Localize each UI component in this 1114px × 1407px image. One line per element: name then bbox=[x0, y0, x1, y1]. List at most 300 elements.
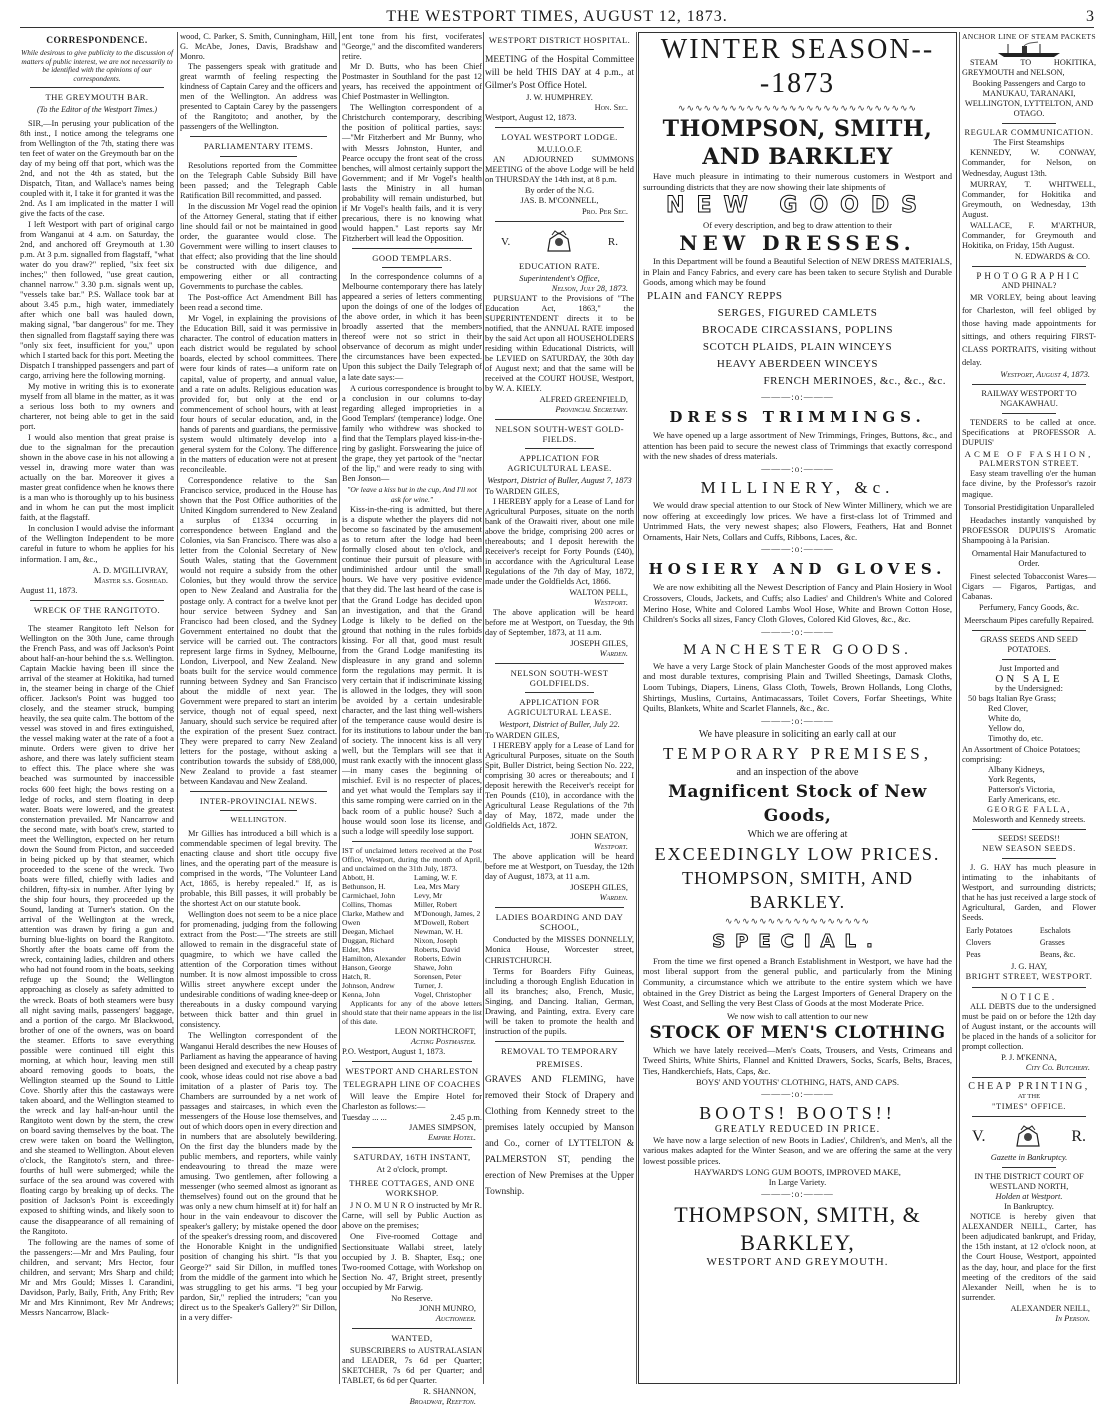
divider bbox=[972, 829, 1086, 830]
ad-text: TENDERS to be called at once. Specifications at PROFESSOR A. DUPUIS' bbox=[962, 418, 1096, 448]
notice-title: WESTPORT DISTRICT HOSPITAL. bbox=[488, 35, 631, 45]
ad-signature: GEORGE FALLA, bbox=[986, 804, 1071, 814]
fabric-item: BROCADE CIRCASSIANS, POPLINS bbox=[702, 324, 893, 337]
ad-subtitle: AND PHINAL? bbox=[1001, 280, 1057, 290]
letter-signature-role: Master s.s. Goshead. bbox=[94, 575, 168, 585]
notice-place: Westport, District of Buller, August 7, 1873 bbox=[487, 476, 632, 486]
ad-text: Headaches instantly vanquished by PROFESSOR DUPUIS'S Aromatic Shampooing à la Parisian. bbox=[962, 515, 1096, 545]
wanted-text: SUBSCRIBERS to AUSTRALASIAN and LEADER, 7s 6d per Quarter; SKETCHER, 7s 6d per Quarter; and TABLET, 6s 6d per Quarter. bbox=[342, 1345, 482, 1386]
ornament: ∿∿∿∿∿∿∿∿∿∿∿∿∿∿∿∿∿∿∿∿∿∿∿∿∿∿∿∿ bbox=[677, 103, 918, 113]
notice-title: NELSON SOUTH-WEST GOLD-FIELDS. bbox=[495, 424, 624, 445]
auction-text: J N O. M U N R O instructed by Mr R. Carne, will sell by Public Auction as above on the premises; bbox=[342, 1201, 482, 1231]
ornament: ———:o:——— bbox=[761, 1188, 834, 1199]
section-heading: BOOTS! BOOTS!! bbox=[699, 1102, 896, 1123]
ornament: ———:o:——— bbox=[761, 1088, 834, 1099]
ad-paragraph: We have now a large selection of new Boots in Ladies', Children's, and Men's, all the various makes adapted for the Winter Season, and we are offering the same at the very lowest possible prices. bbox=[643, 1134, 952, 1166]
quoted-verse: "Or leave a kiss but in the cup, And I'll not ask for wine." bbox=[347, 485, 477, 505]
divider bbox=[60, 619, 134, 620]
unclaimed-letter-name: Carmichael, John bbox=[342, 890, 396, 900]
letter-address: (To the Editor of the Westport Times.) bbox=[36, 105, 158, 115]
unclaimed-letter-name: Levy, Mr bbox=[414, 890, 443, 900]
warden-role: Warden. bbox=[599, 649, 628, 659]
postmaster-signature: LEON NORTHCROFT, bbox=[394, 1026, 476, 1036]
ad-title: GRASS SEEDS AND SEED POTATOES. bbox=[980, 635, 1078, 655]
warden-role: Warden. bbox=[599, 893, 628, 903]
notice-place: Nelson, July 28, 1873. bbox=[551, 283, 628, 293]
seed-item: White do, bbox=[988, 714, 1022, 724]
auction-items: One Five-roomed Cottage and Sectionsituate Wallabi street, lately occupied by J. B. Shapter, Esq.; one Two-roomed Cottage, with Workshop on Section No. 47, Bright street, presently occupied by Mr Farwig. bbox=[342, 1232, 482, 1292]
unclaimed-letter-name: Hatch, R. bbox=[342, 971, 371, 981]
unclaimed-letter-name: Roberts, David bbox=[414, 944, 460, 954]
ad-line: BOYS' AND YOUTHS' CLOTHING, HATS, AND CAPS. bbox=[695, 1076, 900, 1087]
section-heading: NEW DRESSES. bbox=[679, 231, 916, 256]
auctioneer-signature: JONH MUNRO, bbox=[419, 1303, 476, 1313]
notice-subtitle: M.U.I.O.O.F. bbox=[537, 145, 582, 155]
divider bbox=[495, 221, 624, 222]
notice-title: NELSON SOUTH-WEST GOLDFIELDS. bbox=[510, 668, 609, 689]
auction-item: THREE COTTAGES, AND ONE WORKSHOP. bbox=[349, 1178, 475, 1199]
notice-text: NOTICE is hereby given that ALEXANDER NEILL, Carter, has been adjudicated bankrupt, and Friday, the 15th instant, at 12 o'clock noon, at the Court House, Westport, appointed as the day, hour, and place for the first meeting of the creditors of the said Alexander Neill, when he is to surrender. bbox=[962, 1212, 1096, 1302]
notice-title: NOTICE. bbox=[1000, 991, 1058, 1002]
article-paragraph: wood, C. Parker, S. Smith, Cunningham, Hill, G. McAbe, Jones, Davis, Bradshaw and Monro. bbox=[180, 32, 337, 62]
seed-table bbox=[962, 924, 1096, 962]
unclaimed-letter-name: Lea, Mrs Mary bbox=[414, 881, 460, 891]
article-paragraph: The following are the names of some of the passengers:—Mr and Mrs Pauling, four children, and servant; Mrs Hector, four children, and servant; Mrs Sharp and child; Mr and Mrs Gould; Misses I. Carandini, Davidson, Parly, Baily, Frith, Any Frith; Rev Mr and Mrs Kinnimont, Rev Mr Andrews; Messrs Nancarrow, Black- bbox=[20, 1237, 174, 1317]
ad-address: Molesworth and Kennedy streets. bbox=[972, 814, 1086, 824]
firm-name: THOMPSON, SMITH, AND BARKLEY. bbox=[681, 867, 914, 912]
unclaimed-letter-name: Vogel, Christopher bbox=[414, 989, 472, 999]
unclaimed-letter-name: Hamilton, Alexander bbox=[342, 953, 406, 963]
article-title: PARLIAMENTARY ITEMS. bbox=[203, 141, 314, 152]
column-news-ads bbox=[342, 32, 482, 1407]
article-paragraph: The Post-office Act Amendment Bill has been read a second time. bbox=[180, 293, 337, 313]
ornament: ———:o:——— bbox=[761, 626, 834, 637]
royal-crest-icon bbox=[544, 229, 574, 255]
coach-timetable bbox=[342, 1113, 482, 1123]
ad-text: Easy steam travelling o'er the human face divine, by the Professor's razoir magique. bbox=[962, 469, 1096, 499]
notice-signature: JOHN SEATON, bbox=[570, 832, 628, 841]
divider bbox=[1002, 413, 1056, 414]
notice-title: LOYAL WESTPORT LODGE. bbox=[501, 132, 618, 143]
table-cell: Grasses bbox=[1039, 938, 1065, 948]
royal-crest-row bbox=[485, 226, 634, 258]
steamship-icon bbox=[994, 42, 1064, 58]
editorial-disclaimer: While desirous to give publicity to the discussion of matters of public interest, we are not necessarily to be identified with the opinions of our correspondents. bbox=[20, 48, 174, 83]
notice-role: Westport. bbox=[593, 842, 628, 852]
potato-item: Albany Kidneys, bbox=[988, 764, 1045, 774]
notice-subtitle: APPLICATION FOR AGRICULTURAL LEASE. bbox=[507, 453, 612, 474]
crest-letter-v: V. bbox=[501, 235, 511, 248]
ad-text: Finest selected Tobacconist Wares—Cigars — Figaros, Partigas, and Cabanas. bbox=[962, 571, 1096, 601]
column-rule bbox=[636, 32, 637, 1384]
divider bbox=[352, 248, 472, 249]
divider bbox=[1002, 1167, 1056, 1168]
section-heading: CORRESPONDENCE. bbox=[46, 36, 148, 46]
divider bbox=[30, 600, 164, 601]
notice-role: Hon. Sec. bbox=[594, 103, 628, 113]
unclaimed-letter-name: M'Dowell, Robert bbox=[414, 917, 469, 927]
divider bbox=[352, 1147, 472, 1148]
notice-addressee: To WARDEN GILES, bbox=[485, 486, 560, 496]
ad-line: HAYWARD'S LONG GUM BOOTS, IMPROVED MAKE, bbox=[694, 1166, 901, 1177]
unclaimed-letter-name: Johnson, Andrew bbox=[342, 980, 395, 990]
unclaimed-letters-notice: IST of unclaimed letters received at the Post Office, Westport, during the month of April, and unclaimed on the 31th July, 1873. bbox=[342, 845, 482, 873]
notice-text: The above application will be heard before me at Westport, on Tuesday, the 12th day of August, 1873, at 11 a.m. bbox=[485, 852, 634, 882]
article-paragraph: ent tone from his first, vociferates "George," and the discomfited wanderers retire. bbox=[342, 32, 482, 62]
letter-paragraph: I left Westport with part of original cargo from Wanganui at 4 a.m. on Saturday, the 2nd, and anchored off Greymouth at 1.30 p.m. At 3 p.m. signalled from flagstaff, "what water do you draw?" replied, "six feet six inches;" then followed, "use great caution, channel narrow." 3.30 p.m. signals went up, "vessels take bar." P.S. Wallace took bar at about 3.45 p.m., high water, immediately after which one ball was hauled down, making signal, "bar dangerous" for me. They then signalled from flagstaff saying there was "only six feet, insufficient for you," upon which I started back for this port. Meeting the Dispatch I transhipped passengers and part of cargo, arriving here the following morning. bbox=[20, 219, 174, 380]
ad-address: BRIGHT STREET, WESTPORT. bbox=[965, 972, 1093, 982]
fabric-item: HEAVY ABERDEEN WINCEYS bbox=[716, 358, 879, 371]
ornament: ———:o:——— bbox=[761, 544, 834, 555]
royal-crest-icon bbox=[1013, 1124, 1043, 1150]
divider bbox=[1002, 659, 1056, 660]
potato-item: Early Americans, etc. bbox=[988, 794, 1061, 804]
letter-paragraph: I would also mention that great praise is due to the signalman for the precaution shown in the above case in his not allowing a vessel in, drawing more water than was actually on the bar. Moreover it gives a master great confidence when he knows there is a man who is thoroughly up to his business and in whom he can put the most implicit faith, at the flagstaff. bbox=[20, 432, 174, 523]
fabric-item: PLAIN and FANCY REPPS bbox=[647, 290, 783, 303]
column-drapery-ad bbox=[638, 32, 957, 1384]
ad-date: Westport, August 4, 1873. bbox=[1000, 370, 1090, 380]
notice-subtitle: IN THE DISTRICT COURT OF WESTLAND NORTH, bbox=[974, 1172, 1084, 1192]
notice-signature: ALFRED GREENFIELD, bbox=[539, 395, 628, 405]
ad-text: AT THE bbox=[1017, 1092, 1041, 1100]
ad-subheading: TEMPORARY PREMISES, bbox=[662, 743, 933, 763]
notice-subtitle: In Bankruptcy. bbox=[1004, 1202, 1054, 1212]
unclaimed-letters-list bbox=[342, 873, 482, 999]
ad-text: Just Imported and bbox=[998, 664, 1059, 674]
notice-place: Westport, District of Buller, July 22. bbox=[499, 720, 620, 730]
auction-reserve: No Reserve. bbox=[391, 1293, 433, 1303]
divider bbox=[1002, 123, 1056, 124]
divider bbox=[525, 49, 594, 50]
unclaimed-letter-name: Deegan, Michael bbox=[342, 926, 394, 936]
article-paragraph: The Wellington correspondent of a Christchurch contemporary, describing the position of political parties, says:—"Mr Fitzherbert and Mr Bunny, who with Messrs Johnston, Hunter, and Pearce occupy the front seat of the cross benches, will almost certainly support the Government; and if Mr Vogel's health lasts the Ministry in all human probability will remain undisturbed, but if Mr Vogel's health fails, and it is very precarious, there is no knowing what would happen." Last reports say Mr Fitzherbert will lead the Opposition. bbox=[342, 103, 482, 243]
divider bbox=[972, 1116, 1086, 1117]
unclaimed-letter-name: Newman, W. H. bbox=[414, 926, 463, 936]
seed-item: Timothy do, etc. bbox=[988, 734, 1044, 744]
auction-date: SATURDAY, 16TH INSTANT, bbox=[353, 1152, 471, 1163]
column-rule bbox=[959, 32, 960, 1384]
column-small-ads bbox=[962, 32, 1096, 1384]
unclaimed-letter-name: Roberts, Edwin bbox=[414, 953, 462, 963]
divider bbox=[495, 1041, 624, 1042]
masthead-title: THE WESTPORT TIMES, AUGUST 12, 1873. bbox=[386, 8, 728, 25]
ad-text: An Assortment of Choice Potatoes; comprising: bbox=[962, 744, 1081, 764]
ad-paragraph: In this Department will be found a Beautiful Selection of NEW DRESS MATERIALS, in Plain and Fancy Fabrics, and every care has been taken to secure Stylish and Durable Goods, among which may be found bbox=[643, 256, 952, 288]
crest-letter-r: R. bbox=[607, 235, 618, 248]
article-paragraph: Mr Vogel, in explaining the provisions of the Education Bill, said it was permissive in character. The control of education matters in each district would be regulated by school boards, elected by school committees. There were four kinds of rates—a uniform rate on capital, value of property, and annual value, and a rate on adults. Religious education was provided for, but only at the end or commencement of school hours, with at least four hours of secular education, and, in the hands of parents and guardians, the permissive system would ultimately develop into a general system for the Colony. The difference in the matters of education were not at present reconcileable. bbox=[180, 314, 337, 474]
unclaimed-letter-name: Nixon, Joseph bbox=[414, 935, 458, 945]
notice-signature: P. J. M'KENNA, bbox=[1001, 1052, 1057, 1062]
firm-name: THOMPSON, SMITH, & BARKLEY, bbox=[674, 1201, 921, 1255]
notice-text: MEETING of the Hospital Committee will be held THIS DAY at 4 p.m., at Gilmer's Post Office Hotel. bbox=[485, 55, 634, 92]
column-news bbox=[180, 32, 337, 1384]
ad-text: Booking Passengers and Cargo to MANUKAU, TARANAKI, WELLINGTON, LYTTELTON, AND OTAGO. bbox=[964, 79, 1094, 119]
divider bbox=[525, 448, 594, 449]
ad-paragraph: We are now exhibiting all the Newest Description of Fancy and Plain Hosiery in Wool Crossovers, Clouds, Jackets, and Cuffs; also Ladies' and Children's White and Colored Merino Hose, White and Colored Lambs Wool Hose, White and Brown Cotton Hose, Children's Socks all sizes, Fancy Cloth Gloves, Colored Kid Gloves, &c., &c. bbox=[643, 582, 952, 625]
ad-signature-role: Empire Hotel. bbox=[427, 1133, 476, 1143]
column-notices bbox=[485, 32, 634, 1384]
ad-line: We have pleasure in soliciting an early call at our bbox=[698, 728, 897, 740]
divider bbox=[972, 266, 1086, 267]
ad-address: PALMERSTON STREET. bbox=[979, 459, 1079, 469]
article-title: WRECK OF THE RANGITOTO. bbox=[33, 604, 161, 615]
article-paragraph: In the correspondence columns of a Melbourne contemporary there has lately appeared a series of letters commenting upon the doings of one of the lodges of the above order, in which it has been broadly asserted that the members thereof were not so strict in their observance of decorum as might under the circumstances have been expected. Upon this subject the Daily Telegraph of a late date says:— bbox=[342, 272, 482, 382]
divider bbox=[30, 87, 164, 88]
section-heading: STOCK OF MEN'S CLOTHING bbox=[649, 1022, 946, 1043]
ad-text: J. G. HAY has much pleasure in intimating to the inhabitants of Westport, and surrounding districts; that he has just received a large stock of Agricultural, Garden, and Flower Seeds. bbox=[962, 863, 1096, 923]
seed-item: 50 bags Italian Rye Grass; bbox=[968, 694, 1057, 704]
sailing-item: MURRAY, T. WHITWELL, Commander, for Hokitika and Greymouth, on Wednesday, 13th August. bbox=[962, 179, 1096, 219]
notice-signature: JAS. B. M'CONNELL, bbox=[520, 196, 599, 206]
fabric-item: SCOTCH PLAIDS, PLAIN WINCEYS bbox=[702, 341, 893, 354]
ad-paragraph: Which we have lately received—Men's Coats, Trousers, and Vests, Crimeans and Tweed Shirts, White Shirts, Flannel and Knitted Drawers, Socks, Scarfs, Belts, Braces, Ties, Handkerchiefs, Hats, Caps, &c. bbox=[643, 1044, 952, 1077]
ad-text: The First Steamships bbox=[993, 138, 1065, 148]
ornament: ———:o:——— bbox=[761, 715, 834, 726]
warden-signature: JOSEPH GILES, bbox=[570, 883, 628, 893]
crest-letter-r: R. bbox=[1071, 1128, 1086, 1145]
divider bbox=[525, 692, 594, 693]
divider bbox=[495, 419, 624, 420]
ad-signature: J. G. HAY, bbox=[1010, 962, 1048, 972]
table-row bbox=[964, 926, 1094, 936]
letter-title: THE GREYMOUTH BAR. bbox=[45, 92, 149, 103]
ad-title: CHEAP PRINTING, bbox=[968, 1080, 1090, 1092]
ad-text: Conducted by the MISSES DONNELLY, Monica House, Worcester street, CHRISTCHURCH. bbox=[485, 935, 634, 965]
unclaimed-letter-name: Kenna, John bbox=[342, 989, 380, 999]
ad-headline: WINTER SEASON---1873 bbox=[660, 34, 935, 99]
divider bbox=[1002, 858, 1056, 859]
fabric-item: SERGES, FIGURED CAMLETS bbox=[717, 307, 878, 320]
unclaimed-letter-name: Hanson, George bbox=[342, 962, 392, 972]
notice-text: The above application will be heard before me at Westport, on Tuesday, the 9th day of September, 1873, at 11 a.m. bbox=[485, 608, 634, 638]
ad-text: by the Undersigned: bbox=[995, 684, 1063, 694]
ad-signature: N. EDWARDS & CO. bbox=[1014, 251, 1090, 261]
ad-title: RAILWAY WESTPORT TO NGAKAWHAU. bbox=[981, 389, 1077, 409]
divider bbox=[352, 1061, 472, 1062]
notice-date: Westport, August 12, 1873. bbox=[485, 113, 577, 123]
royal-crest-row bbox=[962, 1121, 1096, 1153]
ad-text: Terms for Boarders Fifty Guineas, including a thorough English Education in all its branches; also, French, Music, Singing, and Dancing. Italian, German, Drawing, and Painting, extra. Every care will be taken to promote the health and instruction of the pupils. bbox=[485, 966, 634, 1036]
article-paragraph: Mr D. Butts, who has been Chief Postmaster in Southland for the past 12 years, has received the appointment of Chief Postmaster in Wellington. bbox=[342, 62, 482, 102]
letter-date: August 11, 1873. bbox=[20, 585, 78, 595]
divider bbox=[352, 841, 472, 842]
unclaimed-letter-name: Sorensen, Peter bbox=[414, 971, 462, 981]
notice-title: Gazette in Bankruptcy. bbox=[990, 1153, 1068, 1163]
unclaimed-letter-name: Turner, J. bbox=[414, 980, 443, 990]
notice-title: EDUCATION RATE. bbox=[519, 260, 600, 271]
letter-signature: A. D. M'GILLIVRAY, bbox=[92, 565, 168, 575]
ad-signature: JAMES SIMPSON, bbox=[408, 1123, 476, 1133]
ornament: ———:o:——— bbox=[761, 463, 834, 474]
divider bbox=[495, 127, 624, 128]
notice-date: P.O. Westport, August 1, 1873. bbox=[342, 1046, 446, 1056]
ad-title: WESTPORT AND CHARLESTON bbox=[345, 1065, 479, 1076]
section-heading: MILLINERY, &c. bbox=[700, 477, 895, 497]
notice-role: Westport. bbox=[593, 598, 628, 608]
unclaimed-letter-name: Miller, Robert bbox=[414, 899, 458, 909]
article-paragraph: Kiss-in-the-ring is admitted, but there is a dispute whether the players did not become so fascinated by the amusement as to return after the lodge had been formally closed about ten o'clock, and continue their pursuit of pleasure with undiminished ardour until the small hours. We have very positive evidence that they did. The last heard of the case is that the Grand Lodge has decided upon an investigation, and that the Grand Lodge is likely to be defied on the ground that nothing in the rules forbids kissing. For all that, good must result from the Grand Lodge manifesting its displeasure in any grand and solemn form the regulations may permit. It is very certain that if indiscriminate kissing is allowed in the lodges, they will soon be avoided by a certain undesirable character, and the last thing well-wishers of the temperance cause would desire is for its institutions to labour under the ban of society. The innocent kiss is all very well, but the Templars will see that it must rank exactly with the innocent glass—in many cases the beginning of mischief. Evil is no respecter of places, and yet what would the Templars say if this same romping were carried on in the back room of a public house? Such a house would soon lose its license, and such a lodge will speedily lose support. bbox=[342, 505, 482, 836]
divider bbox=[190, 791, 327, 792]
article-title: INTER-PROVINCIAL NEWS. bbox=[199, 796, 318, 807]
notice-role: City Co. Butchery. bbox=[1025, 1062, 1090, 1072]
unclaimed-letter-name: Clarke, Mathew and Owen bbox=[342, 908, 404, 927]
table-cell: Peas bbox=[966, 950, 981, 960]
anchor-line-header bbox=[962, 32, 1096, 42]
article-paragraph: Resolutions reported from the Committee on the Telegraph Cable Subsidy Bill have been passed; and the Telegraph Cable Ratification Bill recommitted, and passed. bbox=[180, 160, 337, 200]
notice-role: Pro. Per Sec. bbox=[581, 206, 628, 216]
notice-subtitle: APPLICATION FOR AGRICULTURAL LEASE. bbox=[507, 697, 612, 718]
unclaimed-letter-name: Bethunson, H. bbox=[342, 881, 386, 891]
divider bbox=[220, 156, 297, 157]
potato-item: York Regents, bbox=[988, 774, 1036, 784]
wanted-address: Broadway, Reefton. bbox=[409, 1397, 476, 1407]
notice-signature: ALEXANDER NEILL, bbox=[1010, 1303, 1090, 1313]
ad-line: Of every description, and beg to draw attention to their bbox=[702, 220, 892, 231]
unclaimed-letter-name: Elder, Mrs bbox=[342, 944, 375, 954]
notice-office: Superintendent's Office, bbox=[519, 273, 600, 283]
ad-text: GRAVES AND FLEMING, have removed their Stock of Drapery and Clothing from Kennedy street to the premises lately occupied by Manson and Co., corner of LYTTELTON & PALMERSTON ST, pending the erection of New Premises at the Upper Township. bbox=[485, 1074, 634, 1197]
coach-day: Tuesday ... ... bbox=[342, 1112, 387, 1122]
ad-subheading: Magnificent Stock of New Goods, bbox=[668, 781, 927, 826]
notice-text: I HEREBY apply for a Lease of Land for Agricultural Purposes, situate on the north bank of the Orawaiti river, about one mile above the bridge, comprising 200 acres or thereabouts; and I deposit herewith the Receiver's receipt for Forty Pounds (£40), in accordance with the Agricultural Lease Regulations of the 7th day of May, 1872, made under the Goldfields Act, 1866. bbox=[485, 496, 634, 586]
special-heading: SPECIAL. bbox=[712, 930, 883, 952]
unclaimed-letter-name: Laming, W. F. bbox=[414, 872, 458, 882]
unclaimed-letter-name: Shawe, John bbox=[414, 962, 453, 972]
notice-subtitle: Holden at Westport. bbox=[995, 1192, 1063, 1202]
ad-line: Which we are offering at bbox=[747, 828, 848, 840]
seed-item: Red Clover, bbox=[988, 704, 1029, 714]
ad-text: Tonsorial Prestidigitation Unparalleled bbox=[963, 502, 1095, 512]
unclaimed-letter-name: Collins, Thomas bbox=[342, 899, 393, 909]
ad-paragraph: We would draw special attention to our Stock of New Winter Millinery, which we are now offering at exceedingly low prices. We have a first-class lot of Trimmed and Untrimmed Hats, the very newest shapes; also Flowers, Feathers, Hat and Bonnet Ornaments, Hair Nets, Collars and Cuffs, Ribbons, Laces, &c. bbox=[643, 499, 952, 542]
article-paragraph: A curious correspondence is brought to a conclusion in our columns to-day regarding alleged improprieties in a Good Templars' (temperance) lodge. One family who withdrew was shocked to find that the Templars played kiss-in-the-ring by gaslight. Forswearing the juice of the grape, they yet partook of the "nectar of the lip," and were ready to sing with Ben Jonson— bbox=[342, 383, 482, 483]
page-number: 3 bbox=[1086, 8, 1094, 25]
article-subtitle: WELLINGTON. bbox=[230, 815, 287, 825]
ad-subtitle: TELEGRAPH LINE OF COACHES bbox=[343, 1078, 481, 1089]
divider bbox=[972, 1077, 1086, 1078]
notice-role: In Person. bbox=[1055, 1313, 1090, 1323]
article-paragraph: The Wellington correspondent of the Wanganui Herald describes the new Houses of Parliament as having the appearance of having been designed and executed by a cheap pastry cook, whose ideas could not rise above a bad imitation of a plaster of Paris toy. The Chambers are surrounded by a net work of passages and staircases, in which even the messengers of the House lose themselves, and out of which doors open in every direction and in numbers that are absolutely bewildering. On the first day the blunders made by the public members, and reporters, while vainly endeavouring to thread the maze were amusing. Two gentlemen, after following a messenger (who seemed almost as ignorant as themselves) found out on the ground that he was only a new chum himself at it) for half an hour in the vain endeavour to discover the speaker's gallery; by mistake opened the door of the speaker's dressing room, and discovered the Honorable Knight in the undignified position of changing his shirt. "Is that you George?" said Sir Dillon, in muffled tones from the middle of the garment into which he was struggling to get his arms. "I beg your pardon, Sir," replied the intruders; "can you direct us to the Speaker's Gallery?" Sir Dillon, in a very differ- bbox=[180, 1031, 337, 1322]
sailing-item: KENNEDY, W. CONWAY, Commander, for Nelson, on Wednesday, August 13th. bbox=[962, 148, 1096, 178]
ad-intro: Have much pleasure in intimating to their numerous customers in Westport and surrounding districts that they are now showing their late shipments of bbox=[643, 171, 952, 192]
ad-title: LADIES BOARDING AND DAY SCHOOL, bbox=[495, 912, 624, 933]
divider bbox=[190, 136, 327, 137]
ad-heading: ACME OF FASHION, bbox=[964, 449, 1094, 460]
divider bbox=[972, 384, 1086, 385]
ad-text: Perfumery, Fancy Goods, &c. bbox=[979, 602, 1079, 612]
divider bbox=[352, 1328, 472, 1329]
ad-text: Will leave the Empire Hotel for Charleston as follows:— bbox=[342, 1091, 482, 1111]
ad-subtitle: PREMISES. bbox=[536, 1058, 583, 1069]
coach-time: 2.45 p.m. bbox=[450, 1112, 482, 1122]
seed-item: Yellow do, bbox=[988, 724, 1025, 734]
notice-text: AN ADJOURNED SUMMONS MEETING of the above Lodge will be held on THURSDAY the 14th inst, at 8 p.m. bbox=[485, 155, 634, 185]
notice-signature: J. W. HUMPHREY. bbox=[526, 93, 593, 103]
ad-line: In Large Variety. bbox=[768, 1176, 827, 1187]
fabric-item: FRENCH MERINOES, &c., &c., &c. bbox=[763, 375, 946, 388]
ad-line: and an inspection of the above bbox=[736, 766, 859, 778]
article-paragraph: Correspondence relative to the San Francisco service, produced in the House has shown that the Post Office authorities of the United Kingdom surrendered to New Zealand a surplus of £1334 occurring in correspondence between England and the Colonies, via San Francisco. There was also a letter from the Colonial Secretary of New South Wales, stating that the Government would not require a subsidy from the other Colonies, but they would throw the service open to New Zealand and Australia for the postage only. A contract for a twelve knot per hour service between Sydney and San Francisco had been closed, and the Sydney Government entertained no doubt that the service will be carried out. The contractors represent large firms in Sydney, Melbourne, London, Liverpool, and New Zealand. New boats built for the service would commence running between Sydney and San Francisco about the middle of next year. The Government were prepared to start an interim service, though not of equal speed, next January, should such service be required after the expiration of the present Suez contract. They were prepared to carry New Zealand letters for the postage, without asking a contribution towards the subsidy of £88,000, New Zealand to provide a fast steamer between Kandavau and New Zealand. bbox=[180, 475, 337, 787]
divider bbox=[972, 987, 1086, 988]
ad-text: Ornamental Hair Manufactured to Order. bbox=[971, 548, 1087, 568]
notice-text: PURSUANT to the Provisions of "The Education Act, 1863," the SUPERINTENDENT directs it to be notified, that the ANNUAL RATE imposed by the said Act upon all HOUSEHOLDERS residing within Educational Districts, will be LEVIED on SATURDAY, the 30th day of August next; and that the same will be received at the COURT HOUSE, Westport, by W. A. KIELY. bbox=[485, 293, 634, 394]
ad-paragraph: We have opened up a large assortment of New Trimmings, Fringes, Buttons, &c., and attention has been paid to secure the newest class of Trimmings that exactly correspond with the new shades of dress materials. bbox=[643, 430, 952, 462]
letter-paragraph: In conclusion I would advise the informant of the Wellington Independent to be more careful in future to whom he applies for his information. I am, &c., bbox=[20, 524, 174, 564]
auctioneer-role: Auctioneer. bbox=[435, 1313, 476, 1323]
ad-subheading: EXCEEDINGLY LOW PRICES. bbox=[654, 843, 941, 864]
ad-title: ANCHOR LINE OF STEAM PACKETS bbox=[962, 32, 1096, 41]
column-rule bbox=[177, 32, 178, 1384]
ad-paragraph: We have a very Large Stock of plain Manchester Goods of the most approved makes and most durable textures, comprising Plain and Twilled Sheetings, Damask Cloths, Loom Tubings, Diapers, Linens, Glass Cloth, Towels, Brown Hollands, Long Cloths, Shirtings, Muslins, Curtains, Antimacassars, Toilet Covers, Forfar Sheetings, White Quilts, Blankets, White and Scarlet Flannels, &c., &c. bbox=[643, 660, 952, 714]
masthead bbox=[20, 6, 1094, 28]
section-heading: HOSIERY AND GLOVES. bbox=[648, 560, 947, 579]
article-title: GOOD TEMPLARS. bbox=[372, 252, 452, 263]
steamship-illustration bbox=[962, 42, 1096, 58]
wanted-title: WANTED, bbox=[391, 1332, 433, 1343]
firm-location: WESTPORT AND GREYMOUTH. bbox=[706, 1255, 889, 1268]
ad-text: MR VORLEY, being about leaving for Charleston, will feel obliged by those having made appointments for sittings, and others requiring FIRST-CLASS PORTRAITS, visiting without delay. bbox=[962, 293, 1096, 368]
article-paragraph: In the discussion Mr Vogel read the opinion of the Attorney General, stating that if either line should fail or not be maintained in good order, the guarantee would close. The Government were willing to insert clauses to that effect; also providing that the line should be constructed with due diligence, and empowering either or all contracting Governments to purchase the cables. bbox=[180, 201, 337, 292]
ornament: ∿∿∿∿∿∿∿∿∿∿∿∿∿∿∿∿∿ bbox=[724, 915, 871, 926]
letter-paragraph: SIR,—In perusing your publication of the 8th inst., I notice among the telegrams one from Wellington of the 7th, stating there was ten feet of water on the Greymouth bar on the day of my being off that port, which was the 2nd, and not the 4th as stated, but the Dispatch, Titan, and Wallace's names being coupled with it, I take it for granted it was the 2nd. As I am implicated in the matter I will give the facts of the case. bbox=[20, 118, 174, 218]
ad-subtitle: NEW SEASON SEEDS. bbox=[982, 843, 1076, 853]
ad-subheading: REGULAR COMMUNICATION. bbox=[964, 128, 1094, 138]
ad-subheading: GREATLY REDUCED IN PRICE. bbox=[714, 1123, 881, 1135]
ad-line: We now wish to call attention to our new bbox=[726, 1010, 869, 1021]
column-rule bbox=[483, 32, 484, 1384]
new-goods-heading: NEW GOODS bbox=[666, 193, 929, 219]
section-heading: MANCHESTER GOODS. bbox=[683, 641, 912, 658]
unclaimed-letter-name: Abbott, H. bbox=[342, 872, 375, 882]
auction-time: At 2 o'clock, prompt. bbox=[376, 1165, 448, 1175]
firm-name: THOMPSON, SMITH, AND BARKLEY bbox=[662, 116, 933, 171]
notice-signature: WALTON PELL, bbox=[569, 587, 628, 597]
ad-paragraph: From the time we first opened a Branch Establishment in Westport, we have had the most liberal support from the general public, and particularly from the Mining Community, a circumstance which we attribute to the entire system which we have obtained in the Grey District as being the Largest Importers of General Drapery on the West Coast, and Selling the very Best Class of Goods at the most Moderate Price. bbox=[643, 955, 952, 1009]
unclaimed-letter-name: M'Donough, James, 2 bbox=[414, 908, 481, 918]
unclaimed-letter-name: Duggan, Richard bbox=[342, 935, 394, 945]
notice-role: Provincial Secretary. bbox=[555, 405, 628, 415]
crest-letter-v: V. bbox=[972, 1128, 986, 1145]
notice-addressee: To WARDEN GILES, bbox=[485, 730, 560, 740]
sailing-item: WALLACE, F. M'ARTHUR, Commander, for Greymouth and Hokitika, on Friday, 15th August. bbox=[962, 220, 1096, 250]
ad-text: STEAM TO HOKITIKA, GREYMOUTH and NELSON, bbox=[962, 58, 1096, 78]
table-row bbox=[964, 950, 1094, 960]
article-paragraph: The steamer Rangitoto left Nelson for Wellington on the 30th June, came through the French Pass, and was off Jackson's Point about half-an-hour behind the s.s. Wellington. Captain Mackie having been ill since the arrival of the steamer at Hokitika, had turned in, the steamer being in charge of the Chief officer. Jackson's Point was hugged too closely, and the steamer struck, bumping heavily, the sea quite calm. The bottom of the vessel was stoved in and fires extinguished, the vessel making water at the rate of a foot a minute. Orders were given to drive her ashore, and there was lately sufficient steam to effect this. The place where she was beached was surmounted by inaccessible rocks 600 feet high; the bows resting on a ledge of rocks, and stern floating in deep water. Boats were lowered, and the greatest consternation prevailed. Mr Nancarrow and the second mate, with boat's crew, started to meet the Wellington, expected on her return down the Sound from Picton, and succeeded in being picked up by that steamer, which proceeded to the scene of the wreck. Two boats were filled, chiefly with ladies and children, fifty-six in number. After lying by the ship four hours, they proceeded up the Sound, landing at Turner's station. On the arrival of the Wellington at the wreck, attention was drawn by firing a gun and burning blue-lights on board the Rangitoto. Shortly after the boats came off from the wreck, containing ladies, children and others who had not found room in the boats, seeking refuge up the Sound; the Wellington approaching as closely as safety admitted to the wreck. Boats of both steamers were busy all night saving mails, passengers' baggage, and a portion of the cargo. Mr Blackwood, brother of one of the owners, was on board the steamer. Efforts to save everything possible were continued till eight this morning, at which hour, leaving men still aboard removing goods to boats, the Wellington steamed up the Sound to Little Cove. Shortly after this the castaways were taken aboard, and the Wellington steamed to the wreck and lay half-an-hour until the Rangitoto went down by the stern, the crew on board saving themselves by the boat. The crew were taken on board the Wellington, and she steamed to Wellington. About eleven o'clock, the Rangitoto's stern, and three-fourths of hull were submerged; while the surface of the sea around was covered with floating cargo by breaking up of decks. The position of Jackson's Point is exceedingly exposed to shifting winds, and likely soon to cause the disappearance of all remaining of the Rangitoto. bbox=[20, 623, 174, 1236]
wanted-signature: R. SHANNON, bbox=[423, 1387, 476, 1397]
warden-signature: JOSEPH GILES, bbox=[570, 639, 628, 649]
article-paragraph: Wellington does not seem to be a nice place for promenading, judging from the following extract from the Post:—"The streets are still allowed to remain in the disgraceful state of quagmire, to which we have called the attention of the Corporation times without number. It is now almost impossible to cross Willis street anywhere except under the undesirable conditions of wading knee-deep or thereabouts in a dusky compound varying between thick batter and thin gruel in consistency. bbox=[180, 909, 337, 1030]
notice-text: ALL DEBTS due to the undersigned must be paid on or before the 12th day of August instant, or the accounts will be placed in the hands of a solicitor for prompt collection. bbox=[962, 1001, 1096, 1051]
column-correspondence bbox=[20, 32, 174, 1384]
ad-title: REMOVAL TO TEMPORARY bbox=[501, 1045, 618, 1056]
ad-title: SEEDS! SEEDS!! bbox=[998, 833, 1060, 843]
postmaster-role: Acting Postmaster. bbox=[410, 1036, 476, 1046]
divider bbox=[972, 630, 1086, 631]
unclaimed-note: Applicants for any of the above letters should state that their name appears in the list of this date. bbox=[342, 998, 482, 1026]
notice-text: I HEREBY apply for a Lease of Land for Agricultural Purposes, situate on the South Spit, Buller District, being Section No. 222, comprising 30 acres or thereabouts; and I deposit herewith the Receiver's receipt for Ten Pounds (£10), in accordance with the Agricultural Lease Regulations of the 7th day of May, 1872, made under the Goldfields Act, 1872. bbox=[485, 740, 634, 830]
notice-order: By order of the N.G. bbox=[524, 186, 595, 196]
divider bbox=[220, 810, 297, 811]
table-cell: Clovers bbox=[966, 938, 991, 948]
table-cell: Eschalots bbox=[1039, 926, 1071, 936]
article-paragraph: The passengers speak with gratitude and great warmth of feeling respecting the kindness of Captain Carey and the officers and men of the Wellington. An address was presented to Captain Carey by the passengers of the Rangitoto; and another, by the passengers of the Wellington. bbox=[180, 62, 337, 132]
divider bbox=[495, 663, 624, 664]
article-paragraph: Mr Gillies has introduced a bill which is a commendable specimen of legal brevity. The enacting clause and short title occupy five lines, and the operating part of the measure is comprised in the words, "The Volunteer Land Act, 1865, is hereby repealed." If, as is probable, this Bill passes, it will probably be the shortest Act on our statute book. bbox=[180, 828, 337, 908]
ad-title: PHOTOGRAPHIC bbox=[976, 270, 1082, 281]
divider bbox=[495, 907, 624, 908]
ad-text: Meerschaum Pipes carefully Repaired. bbox=[964, 616, 1094, 626]
section-heading: DRESS TRIMMINGS. bbox=[669, 408, 926, 427]
